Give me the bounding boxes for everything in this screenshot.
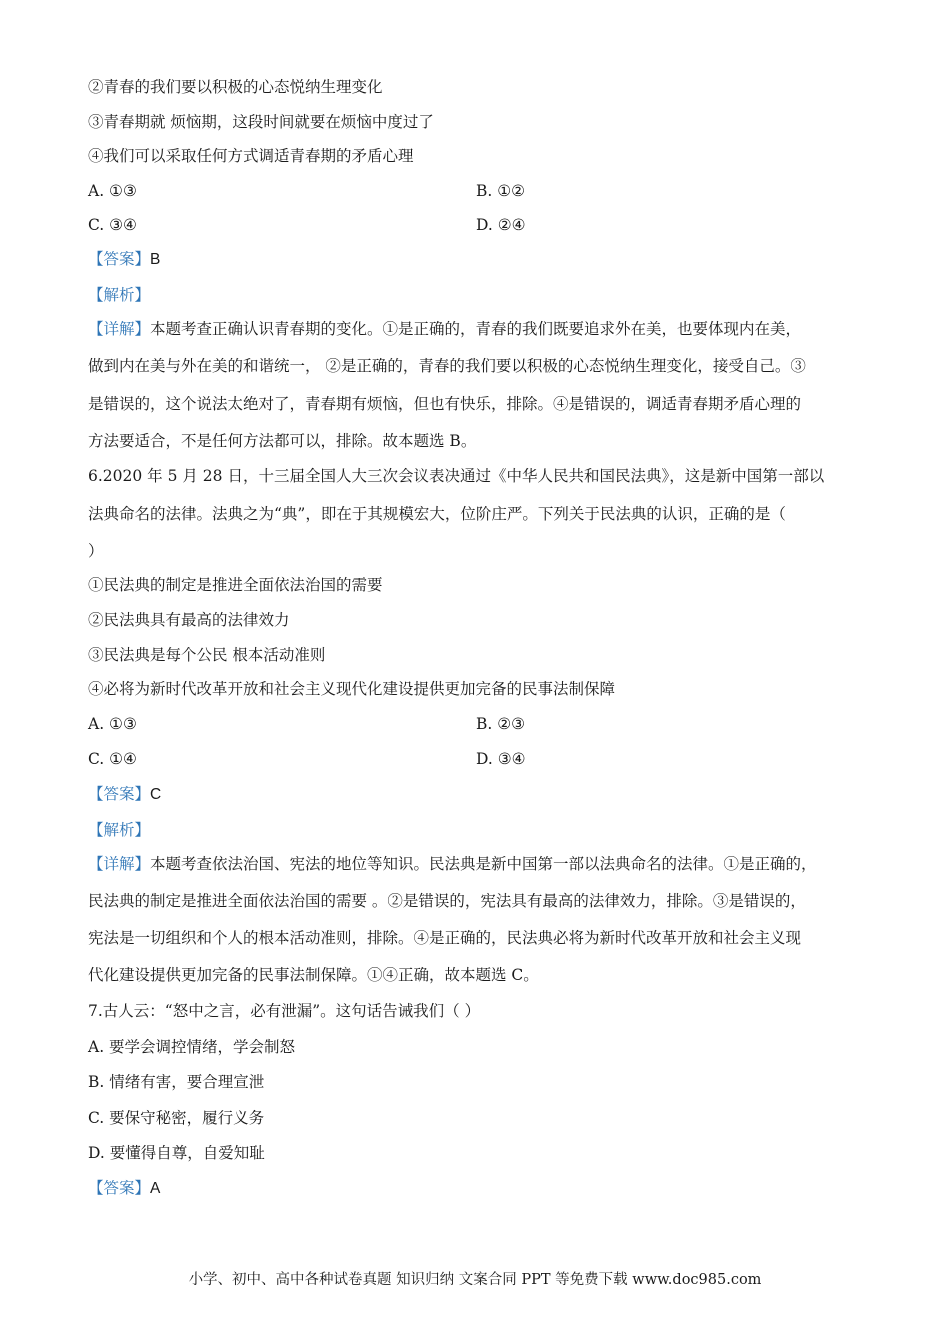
answer-tag: 【答案】 bbox=[88, 785, 151, 803]
detail-text: 本题考查依法治国、宪法的地位等知识。民法典是新中国第一部以法典命名的法律。①是正确的， bbox=[150, 855, 817, 873]
q6-item-4: ④必将为新时代改革开放和社会主义现代化建设提供更加完备的民事法制保障 bbox=[88, 680, 616, 698]
q6-detail-line-3: 宪法是一切组织和个人的根本活动准则，排除。④是正确的，民法典必将为新时代改革开放和社会主义现 bbox=[88, 929, 802, 947]
q6-detail-line-1 bbox=[88, 853, 817, 875]
q5-answer bbox=[88, 248, 160, 271]
q6-analysis-tag bbox=[88, 819, 150, 841]
q6-option-a: A. ①③ bbox=[88, 715, 137, 733]
q7-stem: 7.古人云：“怒中之言，必有泄漏”。这句话告诫我们（ ） bbox=[88, 1002, 481, 1020]
q5-detail-line-3: 是错误的，这个说法太绝对了，青春期有烦恼，但也有快乐，排除。④是错误的，调适青春期矛盾心理的 bbox=[88, 395, 802, 413]
q5-detail-line-4: 方法要适合，不是任何方法都可以，排除。故本题选 B。 bbox=[88, 432, 477, 450]
answer-value: C bbox=[150, 786, 162, 803]
q6-option-c: C. ①④ bbox=[88, 750, 137, 768]
q6-item-1: ①民法典的制定是推进全面依法治国的需要 bbox=[88, 576, 383, 594]
answer-tag: 【答案】 bbox=[88, 250, 151, 268]
detail-tag: 【详解】 bbox=[88, 320, 151, 338]
answer-value: A bbox=[150, 1180, 161, 1197]
q5-item-2: ②青春的我们要以积极的心态悦纳生理变化 bbox=[88, 78, 383, 96]
q5-option-a: A. ①③ bbox=[88, 182, 137, 200]
q6-item-3: ③民法典是每个公民 根本活动准则 bbox=[88, 646, 326, 664]
q6-detail-line-2: 民法典的制定是推进全面依法治国的需要 。②是错误的，宪法具有最高的法律效力，排除。③是错误的， bbox=[88, 892, 806, 910]
q7-option-b: B. 情绪有害，要合理宣泄 bbox=[88, 1073, 265, 1091]
q6-item-2: ②民法典具有最高的法律效力 bbox=[88, 611, 290, 629]
q5-option-b: B. ①② bbox=[476, 182, 526, 200]
q6-stem-line-3: ） bbox=[88, 542, 104, 560]
q6-stem-line-2: 法典命名的法律。法典之为“典”，即在于其规模宏大，位阶庄严。下列关于民法典的认识，正确的是（ bbox=[88, 505, 786, 523]
q5-detail-line-1 bbox=[88, 318, 801, 340]
q5-option-d: D. ②④ bbox=[476, 216, 526, 234]
q5-detail-line-2: 做到内在美与外在美的和谐统一， ②是正确的，青春的我们要以积极的心态悦纳生理变化，接受自己。③ bbox=[88, 357, 806, 375]
q6-stem-line-1: 6.2020 年 5 月 28 日，十三届全国人大三次会议表决通过《中华人民共和国民法典》，这是新中国第一部以 bbox=[88, 467, 825, 485]
q7-option-a: A. 要学会调控情绪，学会制怒 bbox=[88, 1038, 296, 1056]
detail-text: 本题考查正确认识青春期的变化。①是正确的，青春的我们既要追求外在美，也要体现内在美， bbox=[150, 320, 802, 338]
q7-option-c: C. 要保守秘密，履行义务 bbox=[88, 1109, 265, 1127]
q6-option-d: D. ③④ bbox=[476, 750, 526, 768]
answer-value: B bbox=[150, 251, 161, 268]
q6-option-b: B. ②③ bbox=[476, 715, 526, 733]
q7-answer bbox=[88, 1177, 160, 1200]
q7-option-d: D. 要懂得自尊，自爱知耻 bbox=[88, 1144, 265, 1162]
q6-detail-line-4: 代化建设提供更加完备的民事法制保障。①④正确，故本题选 C。 bbox=[88, 966, 539, 984]
q5-option-c: C. ③④ bbox=[88, 216, 137, 234]
q6-answer bbox=[88, 783, 161, 806]
detail-tag: 【详解】 bbox=[88, 855, 151, 873]
q5-analysis-tag bbox=[88, 284, 150, 306]
analysis-tag: 【解析】 bbox=[88, 821, 151, 839]
answer-tag: 【答案】 bbox=[88, 1179, 151, 1197]
q5-item-4: ④我们可以采取任何方式调适青春期的矛盾心理 bbox=[88, 147, 414, 165]
q5-item-3: ③青春期就 烦恼期，这段时间就要在烦恼中度过了 bbox=[88, 113, 434, 131]
analysis-tag: 【解析】 bbox=[88, 286, 151, 304]
page-footer: 小学、初中、高中各种试卷真题 知识归纳 文案合同 PPT 等免费下载 www.doc985.com bbox=[188, 1272, 762, 1288]
